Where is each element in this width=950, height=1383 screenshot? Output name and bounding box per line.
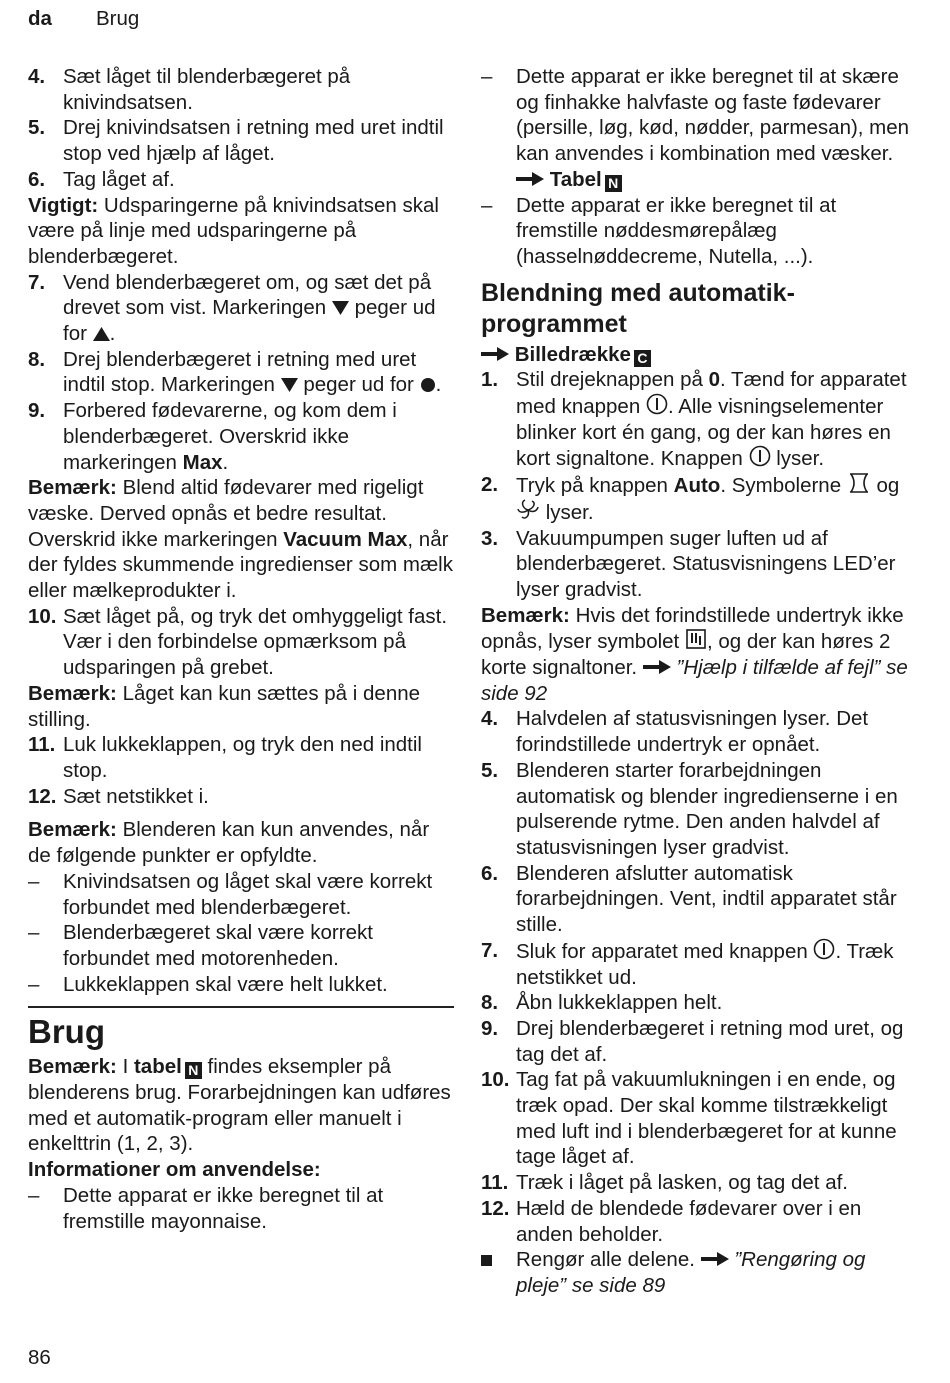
note-4: Bemærk: I tabel N findes eksempler på blenderens brug. Forarbejdningen kan udføres med et automatik-program eller manuelt i enkelttrin (1, 2, 3). [28, 1055, 451, 1156]
right-column [481, 64, 913, 1299]
auto-step-2: 2. Tryk på knappen Auto. Symbolerne og lyser. [481, 473, 900, 524]
step-12: 12. Sæt netstikket i. [28, 784, 209, 808]
figure-reference: Billedrække C [481, 342, 913, 368]
vacuum-symbol-icon [847, 472, 871, 494]
triangle-down-icon [281, 377, 298, 393]
blade-symbol-icon [516, 499, 540, 521]
info-item: – Dette apparat er ikke beregnet til at skære og finhakke halvfaste og faste fødevarer (persille, løg, kød, nødder, parmesan), men kan anvendes i kombination med væsker. Tabel N [481, 65, 910, 191]
auto-step-7: 7. Sluk for apparatet med knappen . Træk netstikket ud. [481, 938, 894, 989]
section-name: Brug [96, 7, 140, 30]
auto-step-4: 4. Halvdelen af statusvisningen lyser. Det forindstillede undertryk er opnået. [481, 707, 869, 757]
table-letter-badge: N [185, 1062, 202, 1079]
step-7: 7. Vend blenderbægeret om, og sæt det på drevet som vist. Markeringen peger ud for . [28, 270, 436, 346]
left-column [28, 64, 454, 1234]
arrow-right-icon [481, 342, 509, 368]
step-4: 4. Sæt låget til blenderbægeret på knivindsatsen. [28, 65, 351, 114]
auto-step-1: 1. Stil drejeknappen på 0. Tænd for apparatet med knappen . Alle visningselementer blinker kort én gang, og der kan høres en kort signaltone. Knappen lyser. [481, 368, 907, 471]
power-button-icon [813, 938, 835, 960]
triangle-down-icon [332, 300, 349, 316]
info-heading: Informationer om anvendelse: [28, 1158, 321, 1182]
info-item: – Dette apparat er ikke beregnet til at fremstille mayonnaise. [28, 1183, 384, 1233]
step-6: 6. Tag låget af. [28, 167, 175, 191]
condition-item: – Lukkeklappen skal være helt lukket. [28, 972, 388, 996]
note-1: Bemærk: Blend altid fødevarer med rigeligt væske. Derved opnås et bedre resultat. Overskrid ikke markeringen Vacuum Max, når der fyldes skummende ingredienser som mælk eller mælkeprodukter i. [28, 476, 453, 603]
section-title-automatic: Blendning med automatik-programmet [481, 278, 795, 338]
page-header [28, 6, 139, 32]
dot-icon [420, 377, 436, 393]
step-5: 5. Drej knivindsatsen i retning med uret indtil stop ved hjælp af låget. [28, 116, 444, 166]
step-9: 9. Forbered fødevarerne, og kom dem i blenderbægeret. Overskrid ikke markeringen Max. [28, 399, 397, 474]
auto-step-12: 12. Hæld de blendede fødevarer over i en anden beholder. [481, 1196, 862, 1246]
bullet-item: Rengør alle delene. ”Rengøring og pleje” se side 89 [481, 1247, 913, 1298]
step-10: 10. Sæt låget på, og tryk det omhyggeligt fast. Vær i den forbindelse opmærksom på udsparingen på grebet. [28, 604, 448, 680]
condition-item: – Blenderbægeret skal være korrekt forbundet med motorenheden. [28, 921, 373, 970]
note-3: Bemærk: Blenderen kan kun anvendes, når de følgende punkter er opfyldte. [28, 818, 430, 868]
note-2: Bemærk: Låget kan kun sættes på i denne stilling. [28, 681, 421, 731]
vacuum-warning-icon [685, 628, 707, 650]
page-number: 86 [28, 1346, 51, 1369]
condition-item: – Knivindsatsen og låget skal være korrekt forbundet med blenderbægeret. [28, 869, 433, 919]
step-11: 11. Luk lukkeklappen, og tryk den ned indtil stop. [28, 733, 422, 782]
square-bullet-icon [481, 1255, 492, 1266]
section-divider [28, 1006, 454, 1008]
auto-step-11: 11. Træk i låget på lasken, og tag det af. [481, 1171, 848, 1195]
triangle-up-icon [93, 326, 110, 342]
arrow-right-icon [643, 655, 671, 681]
auto-step-3: 3. Vakuumpumpen suger luften ud af blenderbægeret. Statusvisningens LED’er lyser gradvist. [481, 526, 896, 601]
step-8: 8. Drej blenderbægeret i retning med uret indtil stop. Markeringen peger ud for . [28, 347, 442, 397]
auto-step-8: 8. Åbn lukkeklappen helt. [481, 991, 723, 1015]
language-code: da [28, 7, 52, 30]
arrow-right-icon [516, 167, 544, 193]
table-letter-badge: N [605, 175, 622, 192]
auto-step-10: 10. Tag fat på vakuumlukningen i en ende, og træk opad. Der skal komme tilstrækkeligt med luft ind i blenderbægeret for at kunne tage låget af. [481, 1068, 897, 1169]
auto-step-9: 9. Drej blenderbægeret i retning mod uret, og tag det af. [481, 1016, 904, 1066]
arrow-right-icon [701, 1247, 729, 1273]
power-button-icon [646, 393, 668, 415]
important-note: Vigtigt: Udsparingerne på knivindsatsen skal være på linje med udsparingerne på blenderbægeret. [28, 193, 439, 268]
auto-note: Bemærk: Hvis det forindstillede undertryk ikke opnås, lyser symbolet , og der kan høres 2 korte signaltoner. ”Hjælp i tilfælde af fejl” se side 92 [481, 603, 908, 705]
info-item: – Dette apparat er ikke beregnet til at fremstille nøddesmørepålæg (hasselnøddecreme, Nutella, ...). [481, 193, 837, 268]
auto-step-5: 5. Blenderen starter forarbejdningen automatisk og blender ingredienserne i en pulserende rytme. Den anden halvdel af statusvisningen lyser gradvist. [481, 758, 898, 859]
power-button-icon [749, 445, 771, 467]
auto-step-6: 6. Blenderen afslutter automatisk forarbejdningen. Vent, indtil apparatet står stille. [481, 861, 897, 937]
figure-letter-badge: C [634, 350, 651, 367]
section-title-brug: Brug [28, 1013, 105, 1051]
